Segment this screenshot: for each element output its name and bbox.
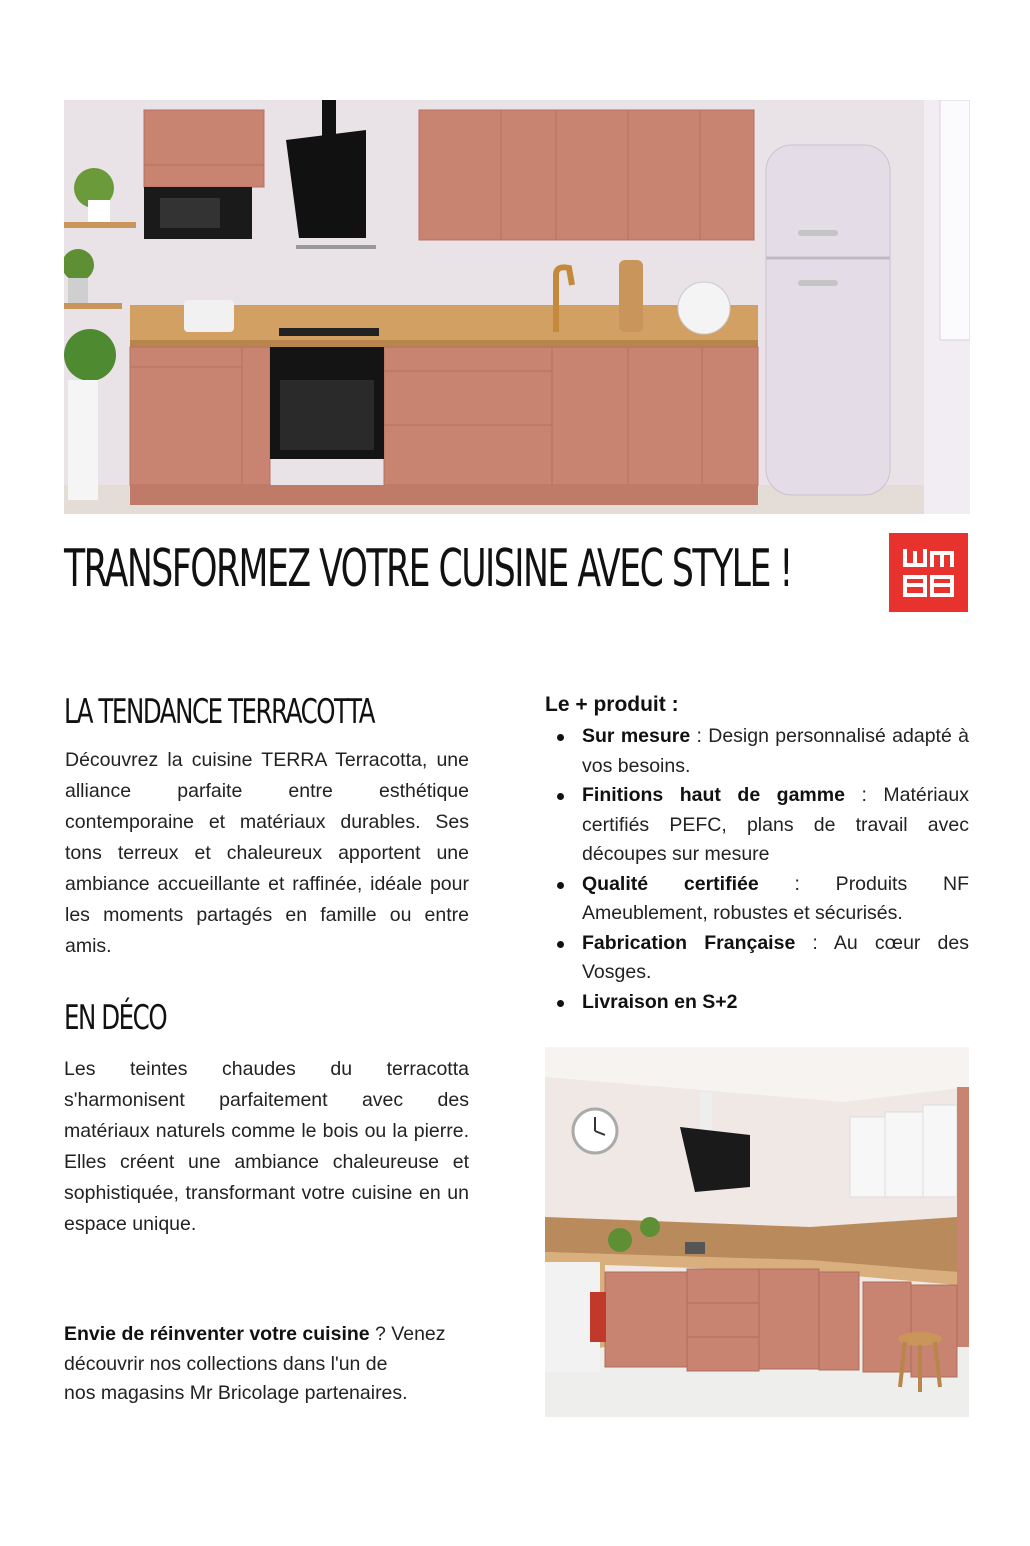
- feature-text: : Design personnalisé adapté à vos besoins.: [582, 725, 969, 777]
- feature-text: : Matériaux certifiés PEFC, plans de travail avec découpes sur mesure: [582, 784, 969, 865]
- feature-name: Livraison en S+2: [582, 990, 738, 1013]
- page-title: TRANSFORMEZ VOTRE CUISINE AVEC STYLE !: [64, 539, 792, 599]
- wm88-logo-mark: [889, 533, 968, 612]
- feature-item: [553, 781, 969, 870]
- cta-bold: Envie de réinventer votre cuisine: [64, 1323, 370, 1345]
- cta-line-1-rest: ? Venez: [369, 1323, 446, 1345]
- product-plus-title: Le + produit :: [545, 693, 679, 716]
- product-features-list: [553, 722, 969, 1017]
- section-text-tendance: Découvrez la cuisine TERRA Terracotta, une alliance parfaite entre esthétique contemporaine et matériaux durables. Ses tons terreux et chaleureux apportent une ambiance accueillante et raffinée, idéale pour les moments partagés en famille ou entre amis.: [65, 749, 469, 957]
- cta-line-2: découvrir nos collections dans l'un de: [64, 1352, 388, 1375]
- call-to-action: [64, 1320, 484, 1409]
- feature-name: Finitions haut de gamme: [582, 784, 845, 806]
- feature-name: Qualité certifiée: [582, 872, 759, 895]
- section-text-deco: Les teintes chaudes du terracotta s'harmonisent parfaitement avec des matériaux naturels comme le bois ou la pierre. Elles créent une ambiance chaleureuse et sophistiquée, transformant votre cuisine en un espace unique.: [64, 1058, 469, 1235]
- feature-name: Fabrication Française: [582, 931, 796, 954]
- section-heading-tendance: LA TENDANCE TERRACOTTA: [64, 692, 375, 732]
- feature-text: : Produits NF Ameublement, robustes et sécurisés.: [582, 872, 970, 924]
- feature-item: [553, 722, 969, 781]
- feature-item: [553, 988, 969, 1018]
- cta-line-3: nos magasins Mr Bricolage partenaires.: [64, 1382, 408, 1404]
- wm88-logo: [889, 533, 968, 612]
- cta-line-1: [64, 1320, 484, 1350]
- feature-item: [553, 929, 969, 988]
- feature-text: : Au cœur des Vosges.: [582, 931, 969, 983]
- feature-item: [553, 870, 969, 929]
- feature-name: Sur mesure: [582, 725, 691, 747]
- section-heading-deco: EN DÉCO: [64, 998, 167, 1038]
- corner-kitchen-image: [545, 1047, 969, 1417]
- hero-kitchen-image: [64, 100, 970, 514]
